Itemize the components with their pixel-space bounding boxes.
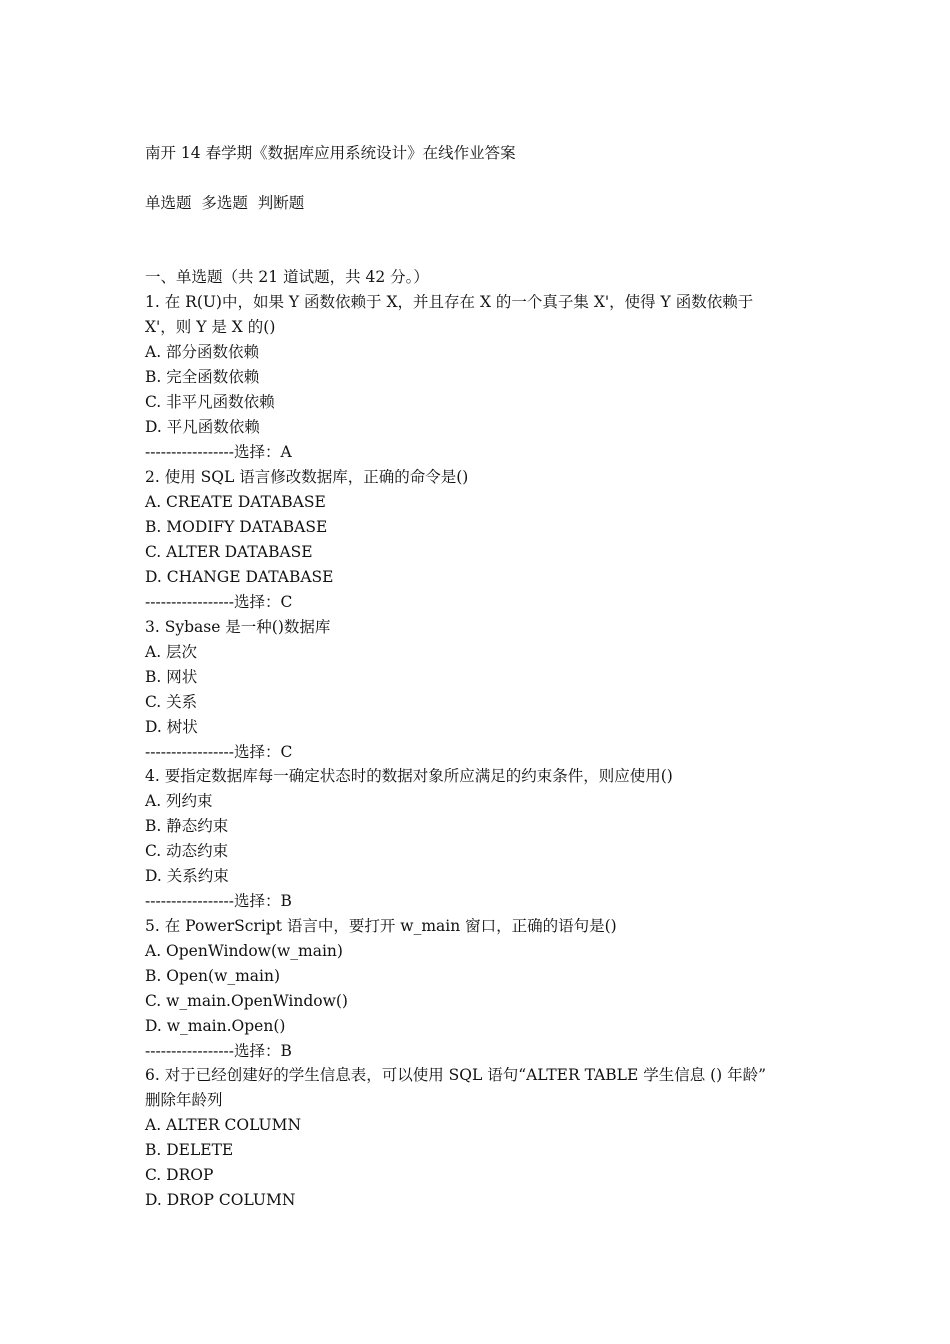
section-header: 一、单选题（共 21 道试题，共 42 分。） — [145, 268, 429, 286]
option-d: D. 平凡函数依赖 — [145, 418, 260, 436]
question-stem-continued: X'，则 Y 是 X 的() — [145, 318, 276, 336]
option-d: D. 树状 — [145, 718, 198, 736]
option-a: A. 层次 — [145, 643, 198, 661]
option-b: B. 静态约束 — [145, 817, 229, 835]
option-c: C. DROP — [145, 1166, 214, 1184]
document-title: 南开 14 春学期《数据库应用系统设计》在线作业答案 — [145, 144, 516, 162]
option-b: B. 完全函数依赖 — [145, 368, 260, 386]
question-stem: 5. 在 PowerScript 语言中，要打开 w_main 窗口，正确的语句是() — [145, 917, 617, 935]
question-stem-continued: 删除年龄列 — [145, 1091, 223, 1109]
question-stem: 2. 使用 SQL 语言修改数据库，正确的命令是() — [145, 468, 469, 486]
option-a: A. ALTER COLUMN — [145, 1116, 302, 1134]
tab-single-choice[interactable]: 单选题 — [145, 194, 192, 212]
option-b: B. MODIFY DATABASE — [145, 518, 328, 536]
question-stem: 1. 在 R(U)中，如果 Y 函数依赖于 X，并且存在 X 的一个真子集 X'，使得 Y 函数依赖于 — [145, 293, 754, 311]
answer-line: -----------------选择：B — [145, 892, 292, 910]
option-c: C. ALTER DATABASE — [145, 543, 313, 561]
answer-line: -----------------选择：B — [145, 1042, 292, 1060]
question-stem: 4. 要指定数据库每一确定状态时的数据对象所应满足的约束条件，则应使用() — [145, 767, 673, 785]
tab-multiple-choice[interactable]: 多选题 — [201, 194, 248, 212]
option-c: C. 动态约束 — [145, 842, 229, 860]
answer-line: -----------------选择：A — [145, 443, 292, 461]
option-c: C. 关系 — [145, 693, 198, 711]
tab-true-false[interactable]: 判断题 — [257, 194, 305, 212]
option-d: D. w_main.Open() — [145, 1017, 286, 1035]
question-stem: 6. 对于已经创建好的学生信息表，可以使用 SQL 语句“ALTER TABLE 学生信息 () 年龄” — [145, 1066, 767, 1084]
option-d: D. 关系约束 — [145, 867, 229, 885]
option-d: D. DROP COLUMN — [145, 1191, 296, 1209]
option-b: B. 网状 — [145, 668, 198, 686]
answer-line: -----------------选择：C — [145, 593, 293, 611]
option-a: A. OpenWindow(w_main) — [145, 942, 343, 960]
answer-line: -----------------选择：C — [145, 743, 293, 761]
question-stem: 3. Sybase 是一种()数据库 — [145, 618, 331, 636]
section-tabs — [145, 193, 304, 213]
option-d: D. CHANGE DATABASE — [145, 568, 334, 586]
option-c: C. 非平凡函数依赖 — [145, 393, 275, 411]
option-c: C. w_main.OpenWindow() — [145, 992, 348, 1010]
option-a: A. 部分函数依赖 — [145, 343, 260, 361]
option-a: A. CREATE DATABASE — [145, 493, 326, 511]
option-a: A. 列约束 — [145, 792, 213, 810]
option-b: B. Open(w_main) — [145, 967, 281, 985]
option-b: B. DELETE — [145, 1141, 234, 1159]
